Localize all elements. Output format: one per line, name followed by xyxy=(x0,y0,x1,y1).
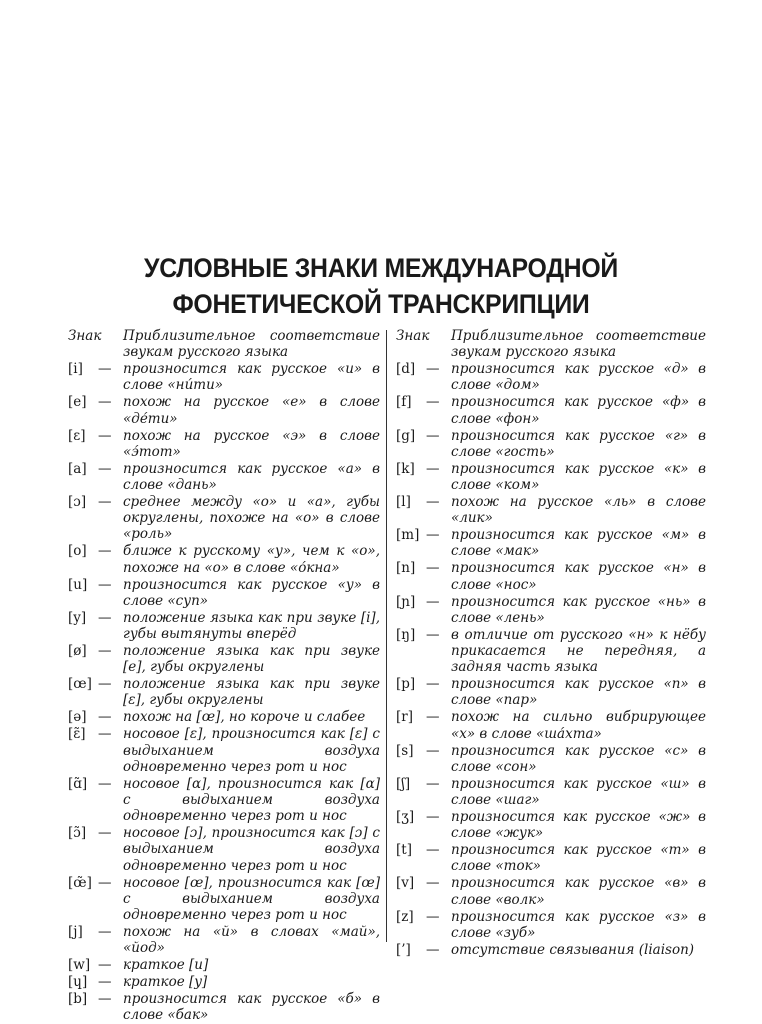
phonetic-symbol: [w] xyxy=(68,957,91,974)
symbol-description: произносится как русское «п» в слове «пар» xyxy=(451,676,706,709)
symbol-description: произносится как русское «м» в слове «мак» xyxy=(451,527,706,560)
phonetic-symbol: [k] xyxy=(396,460,415,477)
right-column xyxy=(396,328,706,959)
symbol-entry xyxy=(68,709,380,725)
phonetic-symbol: [d] xyxy=(396,361,416,378)
column-divider xyxy=(386,330,387,942)
phonetic-symbol: [v] xyxy=(396,875,415,892)
symbol-description: произносится как русское «б» в слове «бак» xyxy=(123,991,380,1024)
symbol-entry xyxy=(68,875,380,924)
column-header xyxy=(396,328,706,360)
phonetic-symbol: [ø] xyxy=(68,643,87,660)
phonetic-symbol: [e] xyxy=(68,394,87,411)
symbol-description: носовое [ɑ], произносится как [ɑ] с выдыханием воздуха одновременно через рот и нос xyxy=(123,775,380,825)
symbol-entry xyxy=(68,974,380,990)
entry-dash: — xyxy=(98,494,112,511)
symbol-description: краткое [u] xyxy=(123,957,209,974)
entry-dash: — xyxy=(426,394,440,411)
symbol-entry xyxy=(396,776,706,808)
symbol-entry xyxy=(396,743,706,775)
symbol-description: произносится как русское «з» в слове «зуб» xyxy=(451,908,706,941)
entry-dash: — xyxy=(98,427,112,444)
phonetic-symbol: [ɲ] xyxy=(396,593,416,610)
symbol-description: носовое [ɔ], произносится как [ɔ] с выдыханием воздуха одновременно через рот и нос xyxy=(123,825,380,874)
phonetic-symbol: [l] xyxy=(396,494,411,511)
symbol-description: произносится как русское «нь» в слове «лень» xyxy=(451,593,706,626)
symbol-description: произносится как русское «н» в слове «нос» xyxy=(451,560,706,593)
symbol-entry xyxy=(68,957,380,973)
entry-dash: — xyxy=(98,543,112,560)
header-meaning: Приблизительное соответствие звукам русского языка xyxy=(123,328,380,361)
symbol-description: похож на русское «э» в слове «э́тот» xyxy=(123,427,380,460)
entry-dash: — xyxy=(98,957,112,974)
entry-dash: — xyxy=(426,593,440,610)
symbol-entry xyxy=(68,394,380,426)
phonetic-symbol: [ə] xyxy=(68,709,87,726)
symbol-entry xyxy=(396,709,706,741)
phonetic-symbol: [ɔ̃] xyxy=(68,825,87,842)
entry-dash: — xyxy=(98,676,112,693)
symbol-description: произносится как русское «ж» в слове «жук» xyxy=(451,809,706,842)
entry-dash: — xyxy=(426,709,440,726)
phonetic-symbol: [’] xyxy=(396,941,411,958)
phonetic-symbol: [b] xyxy=(68,991,88,1008)
phonetic-symbol: [ʒ] xyxy=(396,809,415,826)
phonetic-symbol: [ɛ] xyxy=(68,427,86,444)
symbol-entry xyxy=(396,809,706,841)
phonetic-symbol: [r] xyxy=(396,709,413,726)
symbol-entry xyxy=(396,527,706,559)
symbol-description: отсутствие связывания (liaison) xyxy=(451,941,695,958)
phonetic-symbol: [f] xyxy=(396,394,412,411)
phonetic-symbol: [j] xyxy=(68,924,83,941)
symbol-entry xyxy=(68,428,380,460)
symbol-description: произносится как русское «т» в слове «ток» xyxy=(451,842,706,875)
symbol-entry xyxy=(396,842,706,874)
symbol-entry xyxy=(68,924,380,956)
symbol-entry xyxy=(68,825,380,874)
entry-dash: — xyxy=(426,427,440,444)
symbol-description: произносится как русское «г» в слове «гость» xyxy=(451,427,706,460)
symbol-description: положение языка как при звуке [ɛ], губы округлены xyxy=(123,676,380,709)
symbol-description: произносится как русское «с» в слове «сон» xyxy=(451,742,706,775)
header-meaning: Приблизительное соответствие звукам русского языка xyxy=(451,328,706,361)
phonetic-symbol: [ŋ] xyxy=(396,626,416,643)
title-line-1: УСЛОВНЫЕ ЗНАКИ МЕЖДУНАРОДНОЙ xyxy=(144,253,618,283)
entry-dash: — xyxy=(426,842,440,859)
symbol-entry xyxy=(68,494,380,543)
phonetic-symbol: [ɥ] xyxy=(68,974,88,991)
phonetic-symbol: [ɔ] xyxy=(68,494,87,511)
entry-dash: — xyxy=(426,676,440,693)
entry-dash: — xyxy=(98,643,112,660)
left-column xyxy=(68,328,380,1024)
symbol-description: похож на [œ], но короче и слабее xyxy=(123,709,366,726)
entry-dash: — xyxy=(426,875,440,892)
symbol-entry xyxy=(68,676,380,708)
symbol-entry xyxy=(68,543,380,575)
symbol-description: произносится как русское «а» в слове «дань» xyxy=(123,460,380,494)
symbol-entry xyxy=(396,428,706,460)
symbol-entry xyxy=(396,560,706,592)
symbol-description: положение языка как при звуке [e], губы округлены xyxy=(123,643,380,676)
entry-dash: — xyxy=(426,626,440,643)
entry-dash: — xyxy=(426,560,440,577)
symbol-entry xyxy=(68,461,380,493)
symbol-entry xyxy=(396,361,706,393)
phonetic-symbol: [t] xyxy=(396,842,412,859)
entry-dash: — xyxy=(98,974,112,991)
symbol-entry xyxy=(68,643,380,675)
symbol-entry xyxy=(396,627,706,676)
entry-dash: — xyxy=(426,775,440,792)
phonetic-symbol: [œ̃] xyxy=(68,874,92,891)
symbol-description: в отличие от русского «н» к нёбу прикасается не передняя, а задняя часть языка xyxy=(451,626,706,676)
symbol-entry xyxy=(396,494,706,526)
phonetic-symbol: [ɛ̃] xyxy=(68,726,86,743)
entry-dash: — xyxy=(426,460,440,477)
symbol-entry xyxy=(396,461,706,493)
symbol-entry xyxy=(396,875,706,907)
symbol-entry xyxy=(396,909,706,941)
phonetic-symbol: [g] xyxy=(396,427,416,444)
entry-dash: — xyxy=(98,361,112,378)
symbol-description: краткое [y] xyxy=(123,974,208,991)
symbol-entry xyxy=(396,594,706,626)
symbol-entry xyxy=(68,610,380,642)
symbol-description: похож на сильно вибрирующее «х» в слове «ша́хта» xyxy=(451,709,706,742)
symbol-description: похож на «й» в словах «май», «йод» xyxy=(123,924,380,957)
symbol-description: произносится как русское «и» в слове «ни́ти» xyxy=(123,361,380,394)
symbol-description: произносится как русское «к» в слове «ком» xyxy=(451,460,706,494)
header-sign: Знак xyxy=(68,328,102,344)
phonetic-symbol: [i] xyxy=(68,361,83,378)
phonetic-symbol: [n] xyxy=(396,560,416,577)
symbol-description: похож на русское «е» в слове «де́ти» xyxy=(123,394,380,427)
phonetic-symbol: [ɑ̃] xyxy=(68,775,88,792)
entry-dash: — xyxy=(426,941,440,958)
phonetic-symbol: [œ] xyxy=(68,676,92,693)
phonetic-symbol: [s] xyxy=(396,742,414,759)
symbol-entry xyxy=(396,394,706,426)
entry-dash: — xyxy=(98,825,112,842)
entry-dash: — xyxy=(426,908,440,925)
phonetic-symbol: [y] xyxy=(68,609,87,626)
symbol-entry xyxy=(68,577,380,609)
title-line-2: ФОНЕТИЧЕСКОЙ ТРАНСКРИПЦИИ xyxy=(172,289,590,319)
phonetic-symbol: [a] xyxy=(68,460,87,477)
phonetic-symbol: [z] xyxy=(396,908,414,925)
entry-dash: — xyxy=(98,460,112,477)
symbol-description: похож на русское «ль» в слове «лик» xyxy=(451,494,706,527)
symbol-entry xyxy=(68,361,380,393)
entry-dash: — xyxy=(98,775,112,792)
symbol-description: ближе к русскому «у», чем к «о», похоже на «о» в слове «о́кна» xyxy=(123,543,380,576)
phonetic-symbol: [u] xyxy=(68,576,88,593)
column-header xyxy=(68,328,380,360)
entry-dash: — xyxy=(426,361,440,378)
entry-dash: — xyxy=(98,924,112,941)
symbol-description: положение языка как при звуке [i], губы вытянуты вперёд xyxy=(123,609,380,643)
entry-dash: — xyxy=(98,576,112,593)
phonetic-symbol: [o] xyxy=(68,543,87,560)
symbol-description: среднее между «о» и «а», губы округлены, похоже на «о» в слове «роль» xyxy=(123,494,380,543)
phonetic-symbol: [ʃ] xyxy=(396,775,411,792)
symbol-entry xyxy=(396,676,706,708)
symbol-entry xyxy=(68,726,380,775)
symbol-description: произносится как русское «д» в слове «дом» xyxy=(451,361,706,394)
entry-dash: — xyxy=(98,991,112,1008)
entry-dash: — xyxy=(426,494,440,511)
symbol-description: носовое [ɛ], произносится как [ɛ] с выдыханием воздуха одновременно через рот и нос xyxy=(123,726,380,775)
page-title xyxy=(30,250,731,322)
entry-dash: — xyxy=(98,394,112,411)
header-sign: Знак xyxy=(396,328,430,344)
entry-dash: — xyxy=(98,874,112,891)
symbol-entry xyxy=(68,776,380,825)
phonetic-symbol: [p] xyxy=(396,676,416,693)
entry-dash: — xyxy=(98,609,112,626)
symbol-description: произносится как русское «у» в слове «суп» xyxy=(123,576,380,609)
phonetic-symbol: [m] xyxy=(396,527,420,544)
entry-dash: — xyxy=(426,527,440,544)
entry-dash: — xyxy=(426,809,440,826)
symbol-entry xyxy=(396,942,706,958)
symbol-entry xyxy=(68,991,380,1023)
symbol-description: произносится как русское «ф» в слове «фон» xyxy=(451,394,706,427)
symbol-description: носовое [œ], произносится как [œ] с выдыханием воздуха одновременно через рот и нос xyxy=(123,874,380,924)
symbol-description: произносится как русское «в» в слове «волк» xyxy=(451,875,706,908)
entry-dash: — xyxy=(98,726,112,743)
symbol-description: произносится как русское «ш» в слове «шаг» xyxy=(451,775,706,809)
entry-dash: — xyxy=(98,709,112,726)
entry-dash: — xyxy=(426,742,440,759)
